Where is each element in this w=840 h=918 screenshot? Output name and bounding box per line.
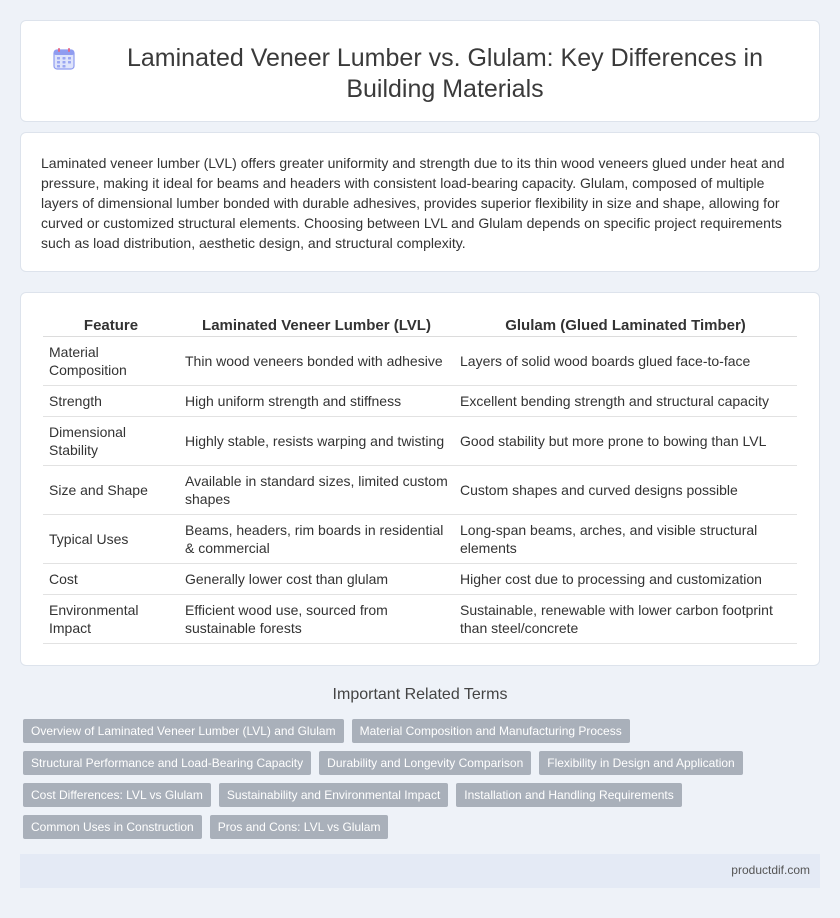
lvl-cell: Generally lower cost than glulam	[179, 564, 454, 595]
feature-cell: Cost	[43, 564, 179, 595]
calendar-icon	[53, 48, 75, 70]
intro-paragraph: Laminated veneer lumber (LVL) offers greater uniformity and strength due to its thin wood veneers glued under heat and pressure, making it ideal for beams and headers with consistent load-bearing capacity. Glulam, composed of multiple layers of dimensional lumber bonded with durable adhesives, provides superior flexibility in size and shape, allowing for curved or customized structural elements. Choosing between LVL and Glulam depends on specific project requirements such as load distribution, aesthetic design, and structural complexity.	[41, 155, 785, 251]
related-term-tag[interactable]: Pros and Cons: LVL vs Glulam	[210, 815, 389, 839]
page-title: Laminated Veneer Lumber vs. Glulam: Key Differences in Building Materials	[127, 44, 763, 103]
table-row	[43, 466, 797, 515]
table-row	[43, 515, 797, 564]
lvl-cell: Efficient wood use, sourced from sustainable forests	[179, 595, 454, 644]
feature-cell: Material Composition	[43, 337, 179, 386]
lvl-cell: Thin wood veneers bonded with adhesive	[179, 337, 454, 386]
glulam-cell: Higher cost due to processing and customization	[454, 564, 797, 595]
related-terms-heading: Important Related Terms	[332, 686, 508, 703]
feature-cell: Strength	[43, 386, 179, 417]
related-terms-list	[23, 719, 803, 839]
comparison-table	[43, 309, 797, 644]
table-header-row	[43, 309, 797, 337]
related-term-tag[interactable]: Sustainability and Environmental Impact	[219, 783, 448, 807]
intro-card	[20, 132, 820, 272]
related-term-tag[interactable]: Structural Performance and Load-Bearing Capacity	[23, 751, 311, 775]
table-row	[43, 564, 797, 595]
footer-site-link[interactable]: productdif.com	[731, 863, 810, 877]
header-glulam: Glulam (Glued Laminated Timber)	[454, 309, 797, 337]
glulam-cell: Long-span beams, arches, and visible structural elements	[454, 515, 797, 564]
table-row	[43, 386, 797, 417]
lvl-cell: Available in standard sizes, limited custom shapes	[179, 466, 454, 515]
lvl-cell: High uniform strength and stiffness	[179, 386, 454, 417]
related-term-tag[interactable]: Overview of Laminated Veneer Lumber (LVL) and Glulam	[23, 719, 344, 743]
title-card	[20, 20, 820, 122]
related-term-tag[interactable]: Flexibility in Design and Application	[539, 751, 742, 775]
lvl-cell: Highly stable, resists warping and twisting	[179, 417, 454, 466]
table-row	[43, 337, 797, 386]
lvl-cell: Beams, headers, rim boards in residential & commercial	[179, 515, 454, 564]
glulam-cell: Sustainable, renewable with lower carbon footprint than steel/concrete	[454, 595, 797, 644]
table-row	[43, 417, 797, 466]
glulam-cell: Layers of solid wood boards glued face-to-face	[454, 337, 797, 386]
related-term-tag[interactable]: Durability and Longevity Comparison	[319, 751, 531, 775]
related-term-tag[interactable]: Installation and Handling Requirements	[456, 783, 681, 807]
feature-cell: Typical Uses	[43, 515, 179, 564]
related-term-tag[interactable]: Cost Differences: LVL vs Glulam	[23, 783, 211, 807]
glulam-cell: Good stability but more prone to bowing than LVL	[454, 417, 797, 466]
header-feature: Feature	[43, 309, 179, 337]
comparison-table-card	[20, 292, 820, 666]
table-row	[43, 595, 797, 644]
feature-cell: Size and Shape	[43, 466, 179, 515]
glulam-cell: Custom shapes and curved designs possible	[454, 466, 797, 515]
feature-cell: Environmental Impact	[43, 595, 179, 644]
footer	[20, 854, 820, 888]
feature-cell: Dimensional Stability	[43, 417, 179, 466]
related-term-tag[interactable]: Material Composition and Manufacturing Process	[352, 719, 630, 743]
header-lvl: Laminated Veneer Lumber (LVL)	[179, 309, 454, 337]
glulam-cell: Excellent bending strength and structural capacity	[454, 386, 797, 417]
related-term-tag[interactable]: Common Uses in Construction	[23, 815, 202, 839]
